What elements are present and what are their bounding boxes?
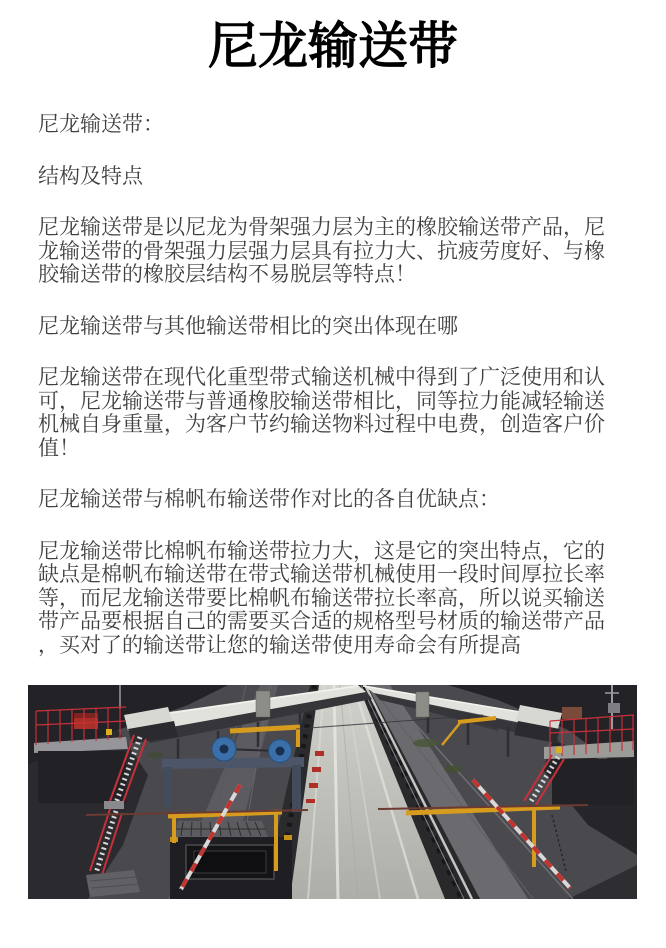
- warning-sign: [556, 747, 562, 753]
- warning-sign: [106, 729, 112, 735]
- paragraph-detail: 尼龙输送带比棉帆布输送带拉力大，这是它的突出特点，它的缺点是棉帆布输送带在带式输送带机械使用一段时间厚拉长率等，而尼龙输送带要比棉帆布输送带拉长率高，所以说买输送带产品要根据自己的需要买合适的规格型号材质的输送带产品，买对了的输送带让您的输送带使用寿命会有所提高: [38, 539, 605, 657]
- page-title: 尼龙输送带: [208, 18, 458, 74]
- paragraph-question: 尼龙输送带与其他输送带相比的突出体现在哪: [38, 314, 458, 338]
- paragraph-advantage: 尼龙输送带在现代化重型带式输送机械中得到了广泛使用和认可，尼龙输送带与普通橡胶输送带相比，同等拉力能减轻输送机械自身重量，为客户节约输送物料过程中电费，创造客户价值！: [38, 366, 605, 460]
- conveyor-scene-illustration: [28, 685, 637, 899]
- paragraph-section: 结构及特点: [38, 164, 143, 188]
- article-body: [0, 113, 610, 657]
- paragraph-compare: 尼龙输送带与棉帆布输送带作对比的各自优缺点：: [38, 488, 500, 511]
- concrete-pillar: [416, 692, 429, 717]
- paragraph-lead: 尼龙输送带：: [38, 113, 164, 136]
- document: [0, 18, 666, 899]
- conveyor-belt-photo: [28, 685, 637, 899]
- concrete-pillar: [256, 691, 270, 717]
- paragraph-structure: 尼龙输送带是以尼龙为骨架强力层为主的橡胶输送带产品，尼龙输送带的骨架强力层强力层具有拉力大、抗疲劳度好、与橡胶输送带的橡胶层结构不易脱层等特点！: [38, 216, 605, 286]
